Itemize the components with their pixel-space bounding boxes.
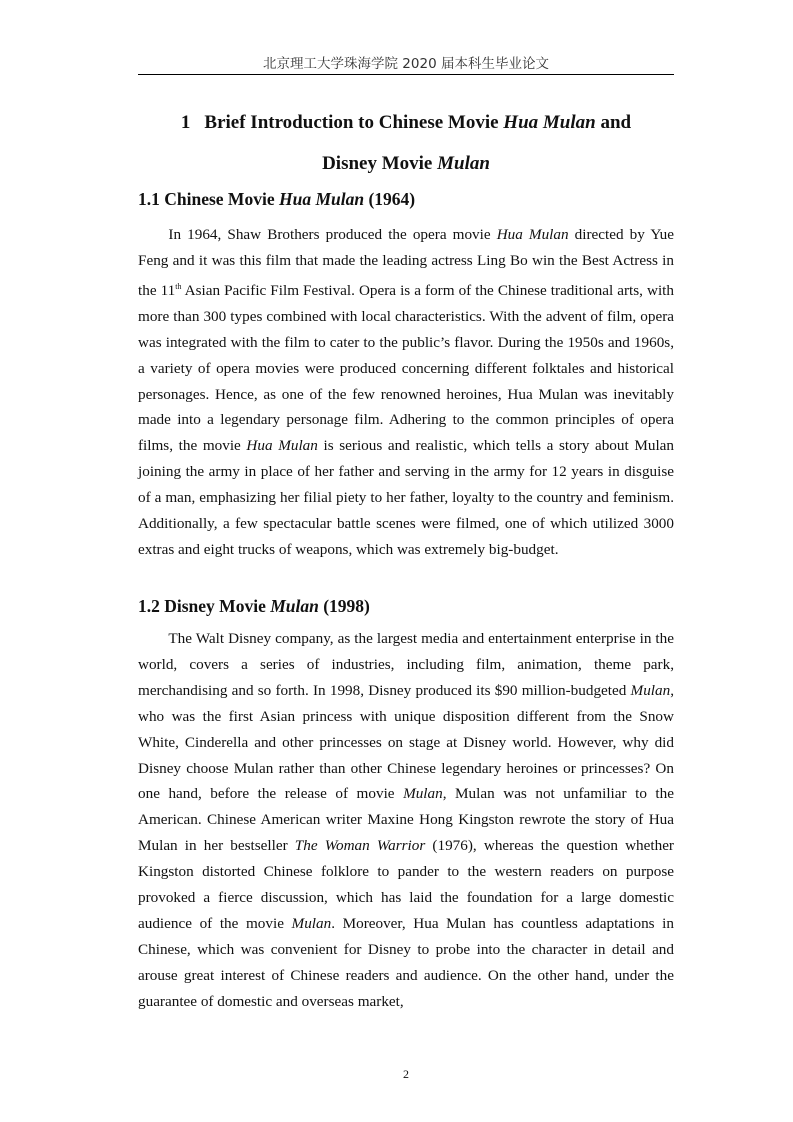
film-title-italic: Hua Mulan	[496, 226, 569, 243]
section-heading-year: (1998)	[318, 596, 370, 616]
paragraph-1-1	[138, 222, 674, 563]
paragraph-1-2	[138, 626, 674, 1015]
paragraph-text: is serious and realistic, which tells a story about Mulan joining the army in place of her father and serving in the army for 12 years in disguise of a man, emphasizing her filial piety to her father, loyalty to the country and feminism. Additionally, a few spectacular battle scenes were filmed, one of which utilized 3000 extras and eight trucks of weapons, which was extremely big-budget.	[138, 437, 674, 558]
chapter-title-line2-text: Disney Movie	[322, 153, 438, 174]
paragraph-text: . Moreover, Hua Mulan has countless adaptations in Chinese, which was convenient for Disney to probe into the character in detail and arouse great interest of Chinese readers and audience. On the other hand, under the guarantee of domestic and overseas market,	[138, 914, 674, 1010]
chapter-title-line2-italic: Mulan	[437, 153, 490, 174]
chapter-title-text-end: and	[595, 112, 632, 133]
section-heading-year: (1964)	[364, 189, 416, 209]
paragraph-text: , Mulan was not unfamiliar to the American. Chinese American writer Maxine Hong Kingston rewrote the story of Hua Mulan in her bestseller	[138, 785, 674, 855]
header-rule	[138, 74, 674, 75]
section-heading-text: 1.1 Chinese Movie	[138, 189, 279, 209]
chapter-title	[138, 102, 674, 184]
paragraph-text: In 1964, Shaw Brothers produced the opera movie	[168, 226, 497, 243]
section-heading-text: 1.2 Disney Movie	[138, 596, 271, 616]
chapter-title-line1	[138, 102, 674, 143]
page-number: 2	[403, 1067, 409, 1081]
section-heading-italic: Mulan	[270, 596, 319, 616]
book-title-italic: The Woman Warrior	[294, 837, 426, 855]
chapter-title-text: Brief Introduction to Chinese Movie	[204, 112, 504, 133]
paragraph-text: directed by Yue Feng and it was this film that made the leading actress Ling Bo win the Best Actress in the 11	[138, 226, 674, 299]
paragraph-text: The Walt Disney company, as the largest media and entertainment enterprise in the world, covers a series of industries, including film, animation, theme park, merchandising and so forth. In 1998, Disney produced its $90 million-budgeted	[138, 630, 674, 699]
film-title-italic: Hua Mulan	[246, 437, 318, 455]
section-heading-1-2	[138, 596, 674, 617]
section-heading-italic: Hua Mulan	[278, 189, 365, 209]
ordinal-superscript: th	[175, 281, 182, 291]
film-title-italic: Mulan	[291, 914, 332, 932]
section-heading-1-1	[138, 189, 674, 210]
paragraph-text: , who was the first Asian princess with unique disposition different from the Snow White, Cinderella and other princesses on stage at Disney world. However, why did Disney choose Mulan rather than other Chinese legendary heroines or princesses? On one hand, before the release of movie	[138, 681, 674, 803]
film-title-italic: Mulan	[403, 785, 443, 803]
running-header: 北京理工大学珠海学院 2020 届本科生毕业论文	[263, 56, 549, 72]
paragraph-text: Asian Pacific Film Festival. Opera is a form of the Chinese traditional arts, with more than 300 types combined with local characteristics. With the advent of film, opera was integrated with the film to cater to the public’s flavor. During the 1950s and 1960s, a variety of opera movies were produced concerning different folktales and historical personages. Hence, as one of the few renowned heroines, Hua Mulan was inevitably made into a legendary personage film. Adhering to the common principles of opera films, the movie	[138, 281, 674, 455]
chapter-title-italic: Hua Mulan	[503, 112, 596, 133]
film-title-italic: Mulan	[630, 681, 671, 699]
chapter-number: 1	[180, 112, 191, 133]
paragraph-text: (1976), whereas the question whether Kingston distorted Chinese folklore to pander to the western readers on purpose provoked a fierce discussion, which has laid the foundation for a large domestic audience of the movie	[138, 837, 674, 932]
chapter-title-line2	[138, 143, 674, 184]
